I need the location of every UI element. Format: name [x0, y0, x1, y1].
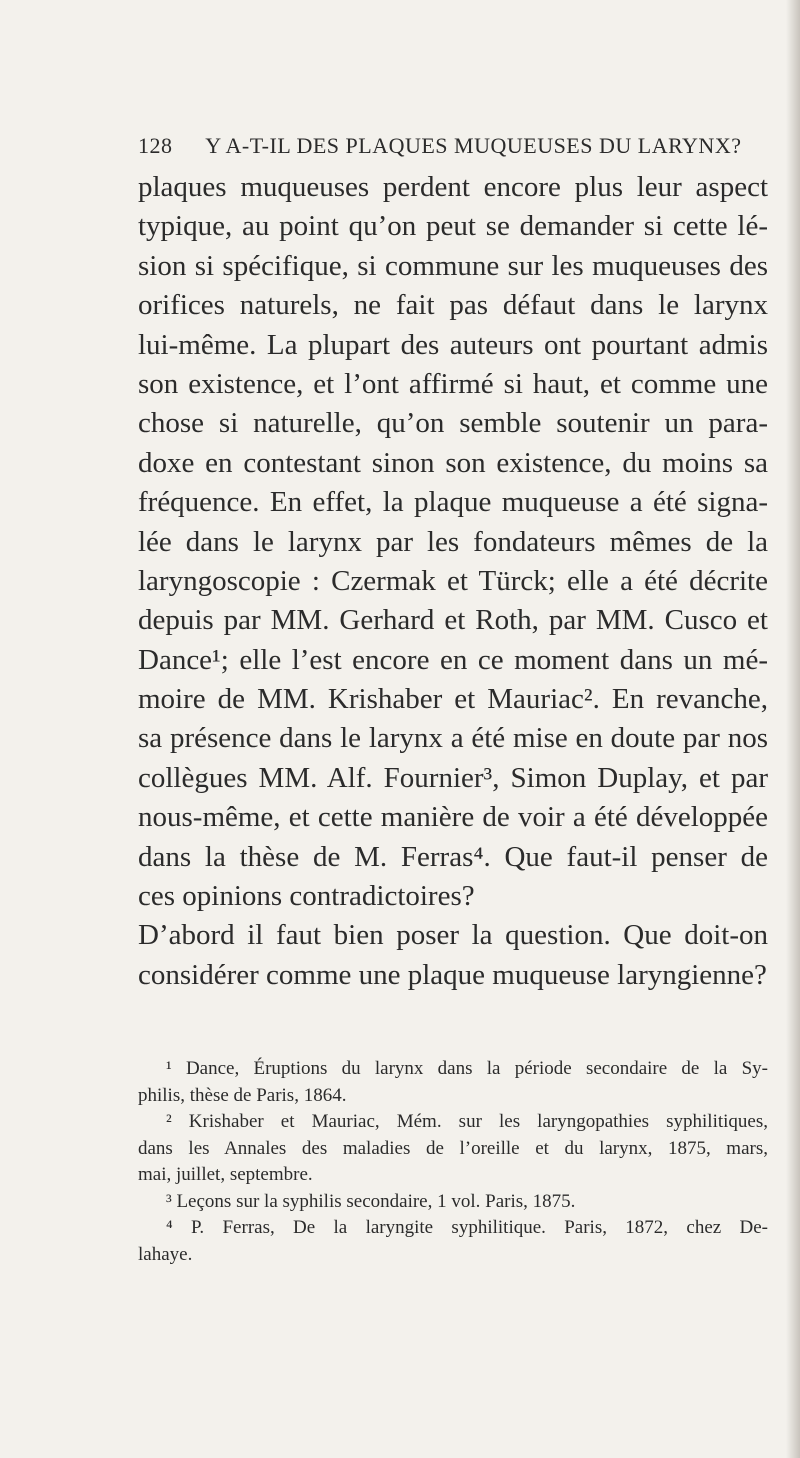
body-line: chose si naturelle, qu’on semble soutenir un para-	[138, 407, 768, 440]
footnote-line: mai, juillet, septembre.	[138, 1164, 313, 1185]
body-line: fréquence. En effet, la plaque muqueuse a été signa-	[138, 486, 768, 519]
body-line: typique, au point qu’on peut se demander si cette lé-	[138, 210, 768, 243]
body-line: doxe en contestant sinon son existence, du moins sa	[138, 446, 768, 479]
body-line: sion si spécifique, si commune sur les muqueuses des	[138, 249, 768, 282]
body-line: dans la thèse de M. Ferras⁴. Que faut-il penser de	[138, 840, 768, 873]
body-text	[138, 168, 768, 995]
body-line: son existence, et l’ont affirmé si haut, et comme une	[138, 367, 768, 400]
body-line: lui-même. La plupart des auteurs ont pourtant admis	[138, 328, 768, 361]
footnote-line: ¹ Dance, Éruptions du larynx dans la période secondaire de la Sy-	[166, 1058, 768, 1079]
body-line: orifices naturels, ne fait pas défaut dans le larynx	[138, 289, 768, 322]
body-line: plaques muqueuses perdent encore plus leur aspect	[138, 171, 768, 203]
body-line: laryngoscopie : Czermak et Türck; elle a été décrite	[138, 564, 768, 597]
body-line: sa présence dans le larynx a été mise en doute par nos	[138, 722, 768, 755]
body-line: collègues MM. Alf. Fournier³, Simon Duplay, et par	[138, 761, 768, 794]
body-line: considérer comme une plaque muqueuse laryngienne?	[138, 958, 767, 991]
body-line: lée dans le larynx par les fondateurs mêmes de la	[138, 525, 768, 558]
footnote-line: ⁴ P. Ferras, De la laryngite syphilitique. Paris, 1872, chez De-	[166, 1217, 768, 1238]
footnote-line: philis, thèse de Paris, 1864.	[138, 1084, 347, 1106]
footnote-line: dans les Annales des maladies de l’oreille et du larynx, 1875, mars,	[138, 1137, 768, 1159]
body-line: D’abord il faut bien poser la question. Que doit-on	[138, 919, 768, 952]
body-line: ces opinions contradictoires?	[138, 880, 475, 913]
footnote-line: ³ Leçons sur la syphilis secondaire, 1 vol. Paris, 1875.	[166, 1190, 576, 1212]
footnote-line: ² Krishaber et Mauriac, Mém. sur les laryngopathies syphilitiques,	[166, 1111, 768, 1132]
page-edge-shadow	[786, 0, 800, 1458]
body-line: moire de MM. Krishaber et Mauriac². En revanche,	[138, 683, 768, 716]
running-title: Y A-T-IL DES PLAQUES MUQUEUSES DU LARYNX?	[205, 133, 742, 158]
body-line: Dance¹; elle l’est encore en ce moment dans un mé-	[138, 643, 768, 676]
body-line: nous-même, et cette manière de voir a été développée	[138, 801, 768, 834]
footnote-line: lahaye.	[138, 1243, 193, 1265]
page-number: 128	[138, 133, 173, 158]
footnotes	[138, 1056, 768, 1268]
body-line: depuis par MM. Gerhard et Roth, par MM. Cusco et	[138, 604, 768, 637]
running-header	[138, 133, 742, 159]
